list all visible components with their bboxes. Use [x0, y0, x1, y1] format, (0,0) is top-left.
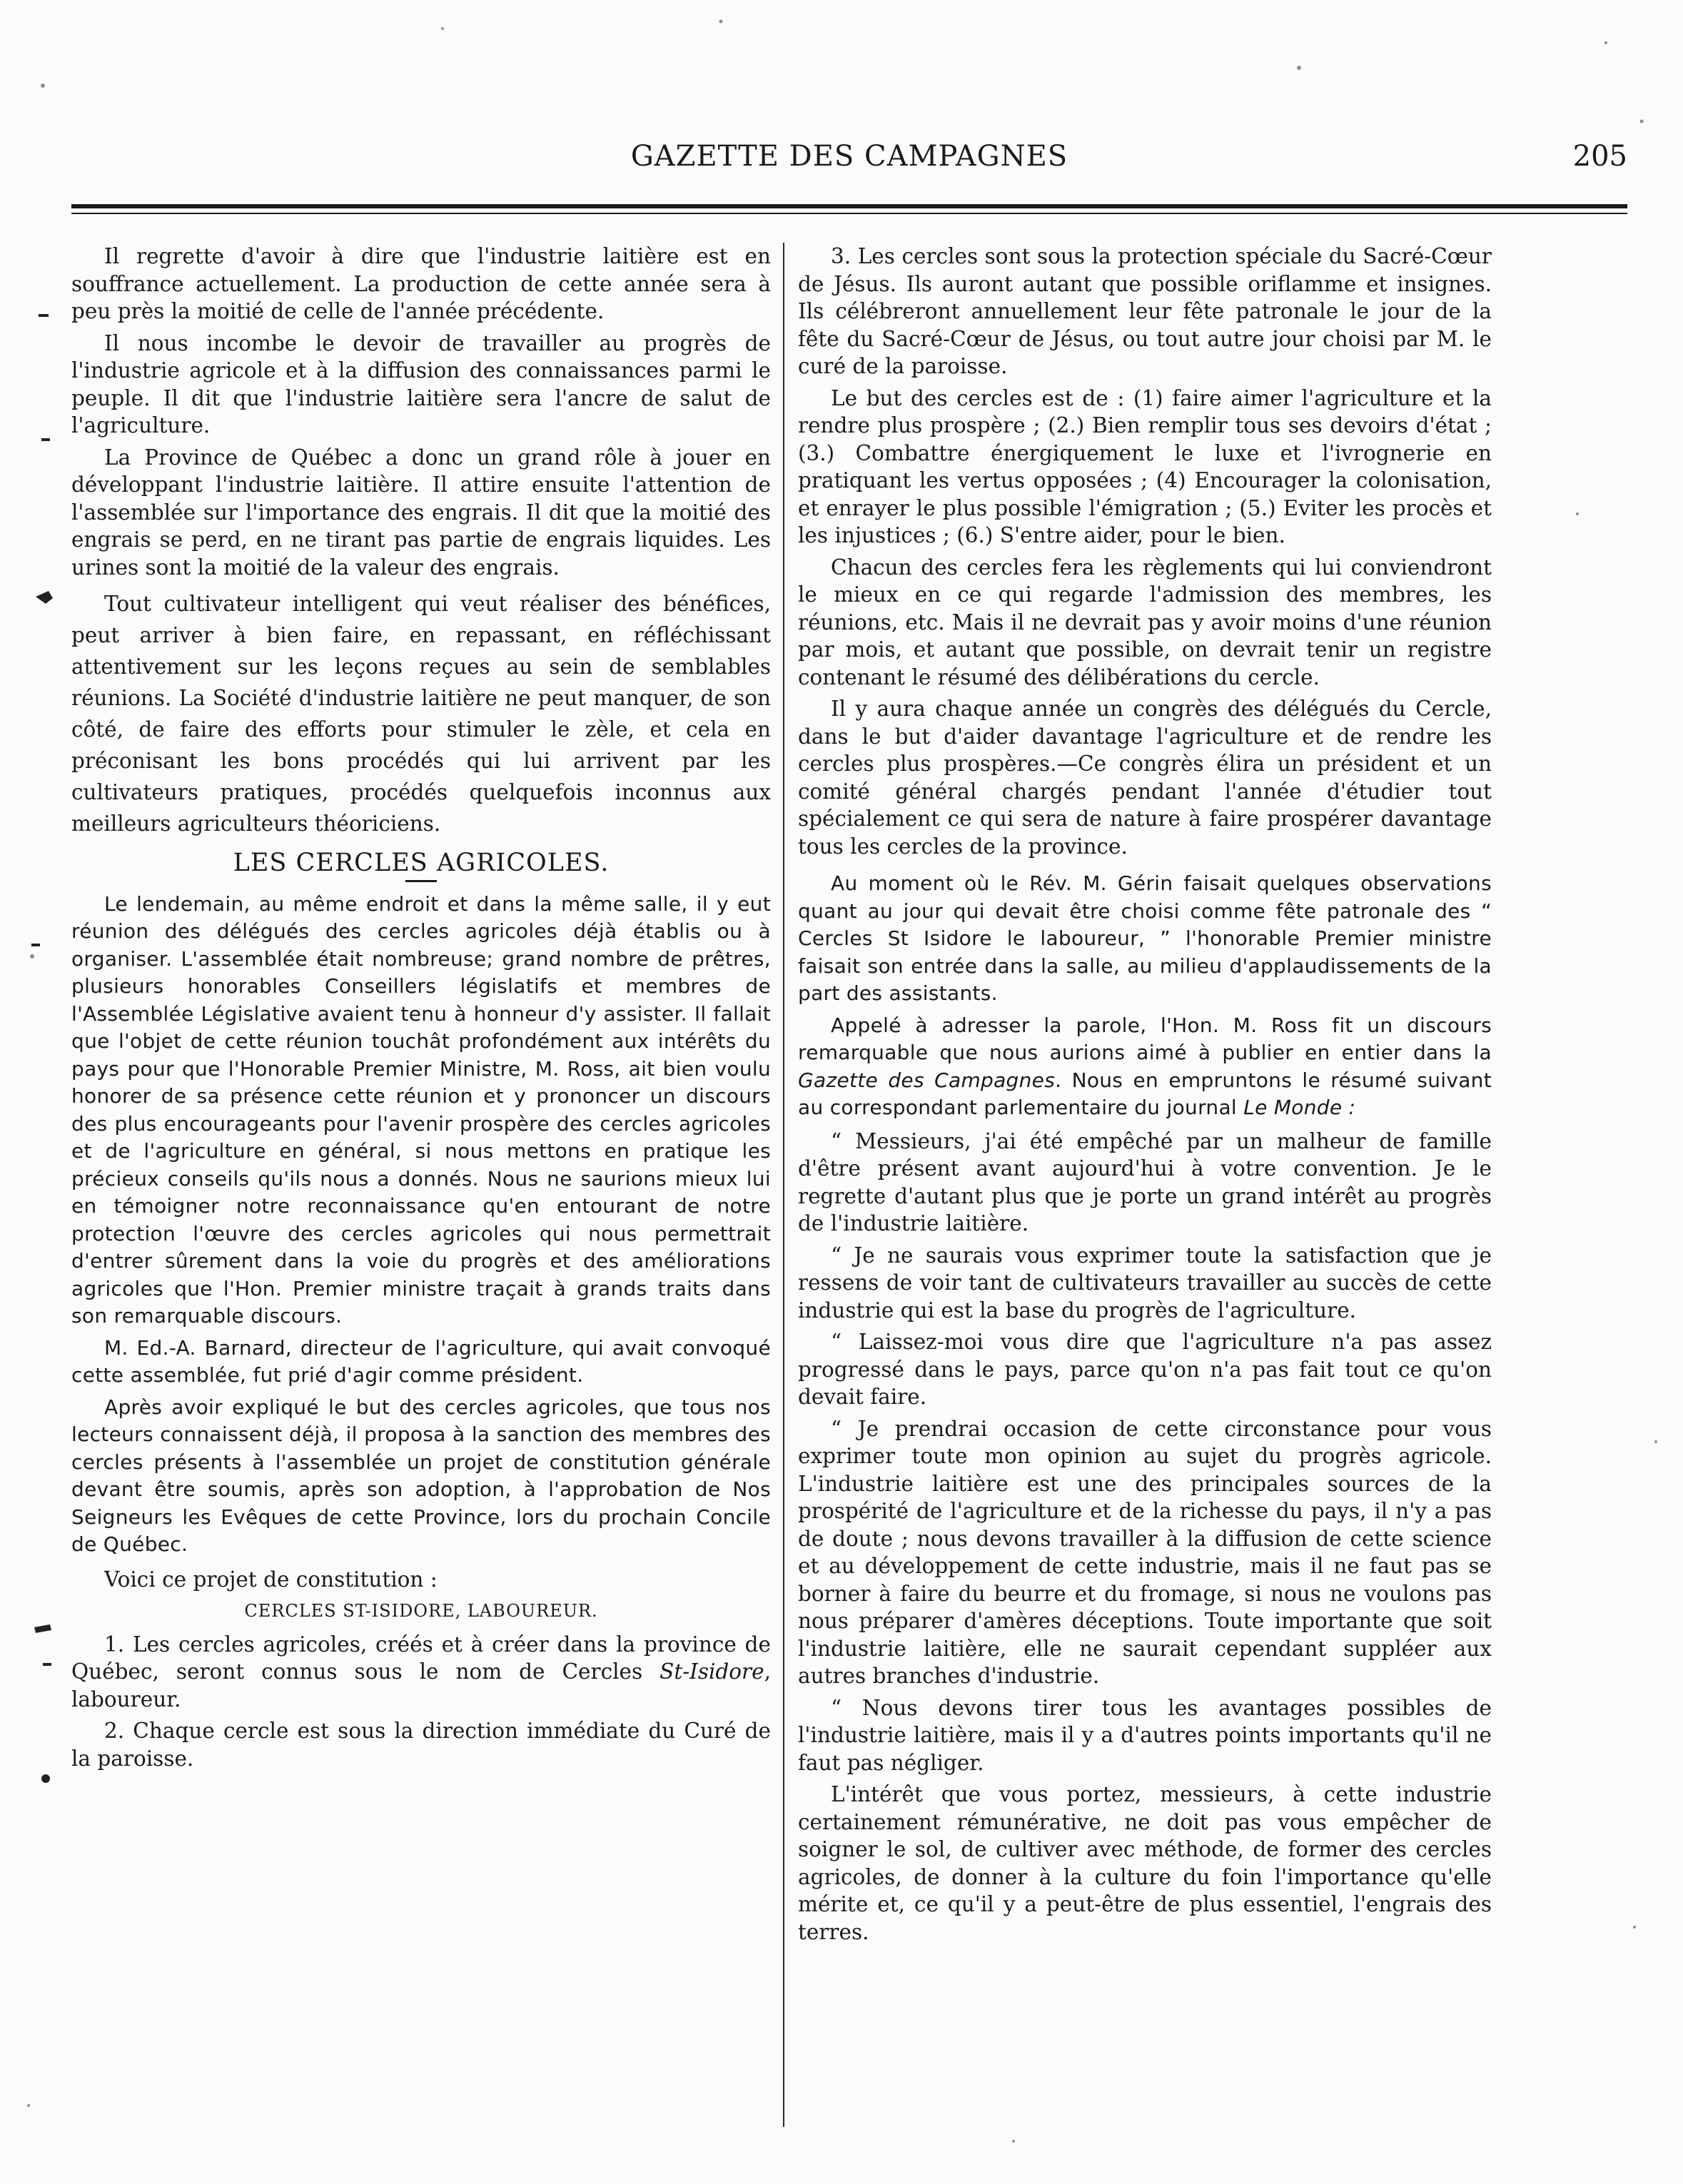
paragraph: L'intérêt que vous portez, messieurs, à cette industrie certainement rémunérative, ne doit pas vous empêcher de soigner le sol, de cultiver avec méthode, de former des cercles agricoles, de donner à la culture du foin l'importance qu'elle mérite et, ce qu'il y a peut-être de plus essentiel, l'engrais des terres. — [798, 1782, 1492, 1944]
running-head — [71, 140, 1627, 183]
right-column — [798, 243, 1492, 2127]
paragraph: “ Je ne saurais vous exprimer toute la satisfaction que je ressens de voir tant de cultivateurs travailler au succès de cette industrie qui est la base du progrès de l'agriculture. — [798, 1243, 1492, 1323]
article-1-text: 1. Les cercles agricoles, créés et à créer dans la province de Québec, seront connus sous le nom de Cercles — [71, 1632, 771, 1684]
paragraph: Chacun des cercles fera les règlements qui lui conviendront le mieux en ce qui regarde l'admission des membres, les réunions, etc. Mais il ne devrait pas y avoir moins d'une réunion par mois, et autant que possible, on devrait tenir un registre contenant le résumé des délibérations du cercle. — [798, 555, 1492, 689]
paragraph: Au moment où le Rév. M. Gérin faisait quelques observations quant au jour qui devait être choisi comme fête patronale des “ Cercles St Isidore le laboureur, ” l'honorable Premier ministre faisait son entrée dans la salle, au milieu d'applaudissements de la part des assistants. — [798, 871, 1492, 1005]
article-1 — [71, 1631, 771, 1714]
constitution-subheading: CERCLES ST-ISIDORE, LABOUREUR. — [244, 1601, 598, 1621]
margin-mark — [39, 314, 49, 317]
paragraph: Il y aura chaque année un congrès des délégués du Cercle, dans le but d'aider davantage l'agriculture et de rendre les cercles plus prospères.—Ce congrès élira un président et un comité général chargés pendant l'année d'étudier tout spécialement ce qui sera de nature à faire prospérer davantage tous les cercles de la province. — [798, 697, 1492, 859]
paragraph: M. Ed.-A. Barnard, directeur de l'agriculture, qui avait convoqué cette assemblée, fut prié d'agir comme président. — [71, 1335, 771, 1387]
paragraph: Le but des cercles est de : (1) faire aimer l'agriculture et la rendre plus prospère ; (2.) Bien remplir tous ses devoirs d'état ; (3.) Combattre énergiquement le luxe et l'ivrognerie en pratiquant les vertus opposées ; (4) Encourager la colonisation, et enrayer le plus possible l'émigration ; (5.) Eviter les procès et les injustices ; (6.) S'entre aider, pour le bien. — [798, 385, 1492, 547]
speck — [1576, 512, 1579, 515]
speck — [30, 954, 34, 959]
speck — [1012, 2140, 1015, 2143]
paragraph: Tout cultivateur intelligent qui veut réaliser des bénéfices, peut arriver à bien faire, en repassant, en réfléchissant attentivement sur les leçons reçues au sein de semblables réunions. La Société d'industrie laitière ne peut manquer, de son côté, de faire des efforts pour stimuler le zèle, et cela en préconisant les bons procédés qui lui arrivent par les cultivateurs pratiques, procédés quelquefois inconnus aux meilleurs agriculteurs théoriciens. — [71, 592, 771, 836]
left-column — [71, 243, 771, 2127]
paragraph: Voici ce projet de constitution : — [104, 1567, 438, 1592]
speck — [719, 20, 723, 24]
article-1-tail: , laboureur. — [71, 1659, 771, 1712]
margin-mark — [41, 1774, 50, 1783]
article-2: 2. Chaque cercle est sous la direction immédiate du Curé de la paroisse. — [71, 1719, 771, 1771]
paragraph: La Province de Québec a donc un grand rôle à jouer en développant l'industrie laitière. Il attire ensuite l'attention de l'assemblée sur l'importance des engrais. Il dit que la moitié des engrais se perd, en ne tirant pas partie de engrais liquides. Les urines sont la moitié de la valeur des engrais. — [71, 445, 771, 580]
speck — [1640, 120, 1644, 123]
speck — [441, 27, 444, 30]
heading-divider — [405, 880, 437, 882]
speck — [1604, 41, 1607, 44]
page-number: 205 — [1572, 140, 1627, 173]
speck — [1654, 1440, 1657, 1443]
speck — [1297, 66, 1301, 70]
gazette-title: Gazette des Campagnes — [798, 1068, 1056, 1092]
bold-body-block — [798, 870, 1492, 1122]
paragraph: “ Nous devons tirer tous les avantages possibles de l'industrie laitière, mais il y a d'autres points importants qu'il ne faut pas négliger. — [798, 1695, 1492, 1775]
ross-text-middle: . Nous en empruntons le résumé suivant au correspondant parlementaire du journal — [798, 1068, 1492, 1119]
margin-mark — [43, 1663, 51, 1666]
paragraph: “ Je prendrai occasion de cette circonstance pour vous exprimer toute mon opinion au sujet du progrès agricole. L'industrie laitière est une des principales sources de la prospérité de l'agriculture et de la richesse du pays, il n'y a pas de doute ; nous devons travailler à la diffusion de cette science et au développement de cette industrie, mais il ne faut pas se borner à faire du beurre et du fromage, si nous ne voulons pas nous préparer d'amères déceptions. Toute importante que soit l'industrie laitière, elle ne saurait cependant suppléer aux autres branches d'industrie. — [798, 1416, 1492, 1688]
margin-mark — [36, 591, 53, 604]
margin-mark — [31, 944, 40, 946]
paragraph: “ Laissez-moi vous dire que l'agriculture n'a pas assez progressé dans le pays, parce qu'on n'a pas fait tout ce qu'on devait faire. — [798, 1330, 1492, 1409]
le-monde-title: Le Monde : — [1243, 1096, 1356, 1119]
running-title: GAZETTE DES CAMPAGNES — [630, 140, 1068, 173]
margin-mark — [41, 438, 50, 441]
paragraph-ross — [798, 1012, 1492, 1122]
column-divider — [783, 243, 784, 2127]
section-heading: LES CERCLES AGRICOLES. — [233, 849, 610, 877]
paragraph: Après avoir expliqué le but des cercles agricoles, que tous nos lecteurs connaissent déjà, il proposa à la sanction des membres des cercles présents à l'assemblée un projet de constitution générale devant être soumis, après son adoption, à l'approbation de Nos Seigneurs les Evêques de cette Province, lors du prochain Concile de Québec. — [71, 1395, 771, 1556]
paragraph: Le lendemain, au même endroit et dans la même salle, il y eut réunion des délégués des cercles agricoles déjà établis ou à organiser. L'assemblée était nombreuse; grand nombre de prêtres, plusieurs honorables Conseillers législatifs et membres de l'Assemblée Législative avaient tenu à honneur d'y assister. Il fallait que l'objet de cette réunion touchât profondément aux intérêts du pays pour que l'Honorable Premier Ministre, M. Ross, ait bien voulu honorer de sa présence cette réunion et y prononcer un discours des plus encourageants pour l'avenir prospère des cercles agricoles et de l'agriculture en général, si nous mettons en pratique les précieux conseils qu'ils nous a donnés. Nous ne saurions mieux lui en témoigner notre reconnaissance qu'en entourant de notre protection l'œuvre des cercles agricoles qui nous permettrait d'entrer sûrement dans la voie du progrès et des améliorations agricoles que l'Hon. Premier ministre traçait à grands traits dans son remarquable discours. — [71, 891, 771, 1328]
header-rule-thick — [71, 204, 1627, 208]
paragraph: “ Messieurs, j'ai été empêché par un malheur de famille d'être présent avant aujourd'hui à votre convention. Je le regrette d'autant plus que je porte un grand intérêt au progrès de l'industrie laitière. — [798, 1128, 1492, 1235]
header-rule-thin — [71, 213, 1627, 214]
bold-body-block — [71, 891, 771, 1559]
speck — [1633, 1926, 1636, 1928]
paragraph: 3. Les cercles sont sous la protection spéciale du Sacré-Cœur de Jésus. Ils auront autant que possible oriflamme et insignes. Ils célébreront annuellement leur fête patronale le jour de la fête du Sacré-Cœur de Jésus, ou tout autre jour choisi par M. le curé de la paroisse. — [798, 244, 1492, 378]
speck — [27, 2104, 30, 2107]
article-1-italic: St-Isidore — [659, 1659, 764, 1684]
paragraph: Il regrette d'avoir à dire que l'industrie laitière est en souffrance actuellement. La production de cette année sera à peu près la moitié de celle de l'année précédente. — [71, 244, 771, 323]
paragraph: Il nous incombe le devoir de travailler au progrès de l'industrie agricole et à la diffusion des connaissances parmi le peuple. Il dit que l'industrie laitière sera l'ancre de salut de l'agriculture. — [71, 330, 771, 438]
margin-mark — [34, 1624, 51, 1633]
speck — [41, 84, 45, 88]
ross-text: Appelé à adresser la parole, l'Hon. M. Ross fit un discours remarquable que nous aurions aimé à publier en entier dans la — [798, 1013, 1492, 1064]
